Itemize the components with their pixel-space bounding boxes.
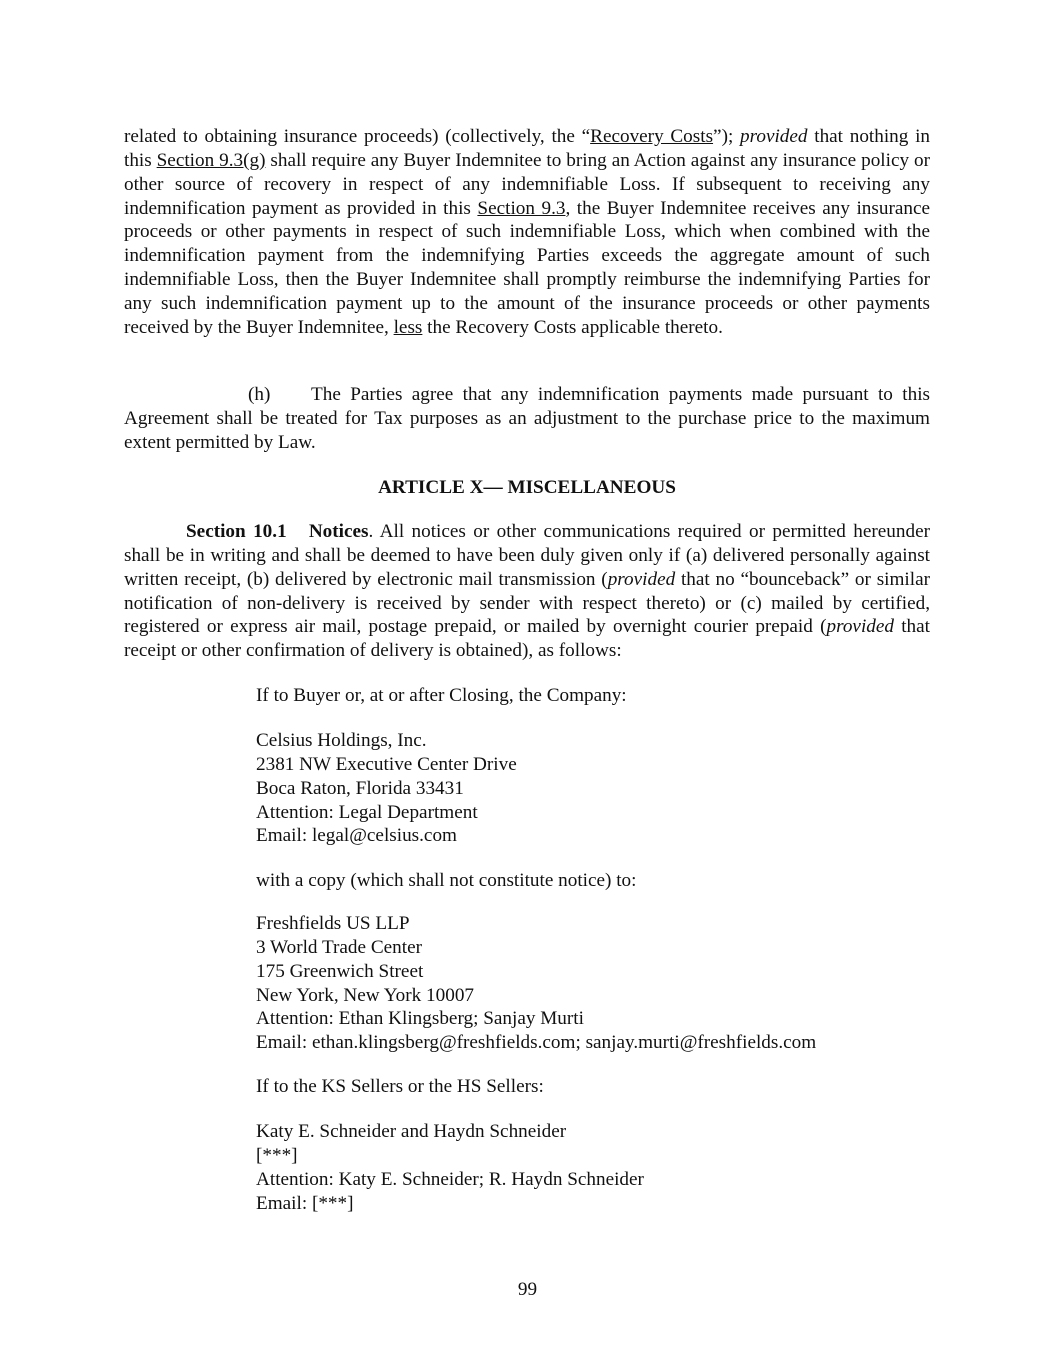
address-line: [***]: [256, 1144, 298, 1166]
address-line: 2381 NW Executive Center Drive: [256, 753, 517, 775]
email-line: Email: legal@celsius.com: [256, 825, 457, 847]
copy-address-block: [256, 912, 816, 1055]
attention-line: Attention: Ethan Klingsberg; Sanjay Murti: [256, 1008, 584, 1030]
text-run: shall require any Buyer Indemnitee to bring an Action against any insurance policy or other source of recovery in respect of any indemnifiable Loss. If subsequent to receiving any indemnification payment as provided in this: [124, 149, 930, 219]
text-run: , the Buyer Indemnitee receives any insurance proceeds or other payments in respect of such indemnifiable Loss, which when combined with the indemnification payment from the indemnifying Parties exceeds the aggregate amount of such indemnifiable Loss, then the Buyer Indemnitee shall promptly reimburse the indemnifying Parties for any such indemnification payment up to the amount of the insurance proceeds or other payments received by the Buyer Indemnitee,: [124, 197, 930, 338]
text-run: related to obtaining insurance proceeds) (collectively, the “: [124, 126, 591, 147]
section-10-1-paragraph: [124, 520, 930, 663]
italic-provided: provided: [607, 568, 676, 590]
copy-notice-intro: with a copy (which shall not constitute notice) to:: [256, 870, 637, 891]
defined-term-recovery-costs: Recovery Costs: [590, 126, 714, 147]
subsection-label: (h): [248, 384, 271, 405]
address-line: 175 Greenwich Street: [256, 960, 424, 982]
sellers-address-block: [256, 1120, 644, 1215]
buyer-address-block: [256, 729, 517, 848]
email-line: Email: ethan.klingsberg@freshfields.com; sanjay.murti@freshfields.com: [256, 1032, 817, 1054]
address-line: Katy E. Schneider and Haydn Schneider: [256, 1121, 567, 1142]
underlined-less: less: [393, 316, 423, 338]
page-number: 99: [517, 1279, 538, 1300]
text-run: that no “bounceback” or similar notification of non-delivery is received by sender with respect thereto) or (c) mailed by certified, registered or express air mail, postage prepaid, or mailed by overnight courier prepaid (: [124, 568, 930, 638]
paragraph-h-text: The Parties agree that any indemnification payments made pursuant to this Agreement shall be treated for Tax purposes as an adjustment to the purchase price to the maximum extent permitted by Law.: [124, 384, 930, 453]
text-run: the Recovery Costs applicable thereto.: [422, 316, 723, 338]
address-line: 3 World Trade Center: [256, 936, 422, 958]
section-heading: Section 10.1 Notices: [186, 521, 369, 542]
article-heading: ARTICLE X— MISCELLANEOUS: [378, 477, 676, 498]
text-run: . All notices or other communications required or permitted hereunder shall be in writing and shall be deemed to have been duly given only if (a) delivered personally against written receipt, (b) delivered by electronic mail transmission (: [124, 521, 930, 590]
section-reference: Section 9.3(g): [156, 149, 266, 171]
address-line: New York, New York 10007: [256, 984, 475, 1006]
address-line: Boca Raton, Florida 33431: [256, 777, 464, 799]
email-line: Email: [***]: [256, 1192, 354, 1214]
section-reference: Section 9.3: [477, 197, 566, 219]
address-line: Celsius Holdings, Inc.: [256, 730, 427, 751]
italic-provided: provided: [740, 126, 808, 147]
sellers-notice-intro: If to the KS Sellers or the HS Sellers:: [256, 1076, 544, 1097]
text-run: that receipt or other confirmation of delivery is obtained), as follows:: [124, 616, 930, 662]
buyer-notice-intro: If to Buyer or, at or after Closing, the Company:: [256, 685, 627, 706]
attention-line: Attention: Legal Department: [256, 801, 478, 823]
paragraph-h: [124, 383, 930, 455]
paragraph-g-continuation: [124, 125, 930, 340]
text-run: that nothing in this: [124, 126, 931, 171]
address-line: Freshfields US LLP: [256, 913, 410, 934]
italic-provided: provided: [826, 616, 894, 638]
text-run: ”);: [713, 126, 741, 147]
attention-line: Attention: Katy E. Schneider; R. Haydn Schneider: [256, 1168, 644, 1190]
